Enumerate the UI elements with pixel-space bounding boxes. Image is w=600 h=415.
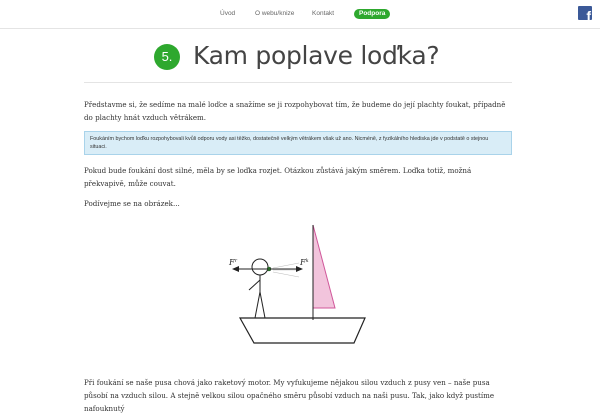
person-leg-right — [260, 292, 265, 318]
boat-figure — [215, 220, 385, 350]
paragraph-3: Podívejme se na obrázek... — [84, 199, 180, 208]
force-label-right-sub: k — [305, 258, 309, 264]
paragraph-2: Pokud bude foukání dost silné, měla by se loďka rozjet. Otázkou zůstává jakým směrem. Loďka totiž, možná překvapivě, může couvat. — [84, 166, 472, 188]
title-divider — [84, 82, 512, 83]
nav-item-podpora[interactable]: Podpora — [354, 9, 390, 19]
top-navigation — [0, 0, 600, 29]
breath-line-3 — [273, 272, 299, 277]
page-title: Kam poplave loďka? — [193, 41, 440, 70]
force-label-right — [299, 258, 309, 267]
paragraph-4: Při foukání se naše pusa chová jako raketový motor. My vyfukujeme nějakou silou vzduch z pusy ven – naše pusa působí na vzduch silou. A stejně velkou silou opačného směru působí vzduch na naši pusu. Tak, jako když pustíme nafouknutý — [84, 378, 495, 413]
nav-item-uvod[interactable]: Úvod — [220, 10, 236, 17]
person-arm — [249, 280, 260, 290]
facebook-icon[interactable]: f — [578, 6, 592, 20]
force-label-left-sub: r — [234, 258, 237, 264]
force-label-left — [228, 258, 238, 267]
boat-hull — [240, 318, 365, 343]
breath-line-1 — [273, 263, 299, 268]
force-label-right-symbol: F — [300, 258, 306, 267]
force-label-left-symbol: F — [229, 258, 235, 267]
nav-item-kontakt[interactable]: Kontakt — [312, 10, 335, 17]
sail — [313, 225, 335, 308]
info-note: Foukáním bychom loďku rozpohybovali kvůli odporu vody asi těžko, dostatečně velkým větrákem však už ano. Nicméně, z fyzikálního hlediska jde v podstatě o stejnou situaci. — [84, 131, 512, 155]
intro-paragraph: Představme si, že sedíme na malé loďce a snažíme se ji rozpohybovat tím, že budeme do její plachty foukat, případně do plachty hnát vzduch větrákem. — [84, 100, 506, 122]
nav-item-o-webu[interactable]: O webu/knize — [255, 10, 295, 17]
chapter-number-badge: 5. — [154, 44, 180, 70]
person-head — [252, 259, 268, 275]
person-leg-left — [255, 292, 260, 318]
